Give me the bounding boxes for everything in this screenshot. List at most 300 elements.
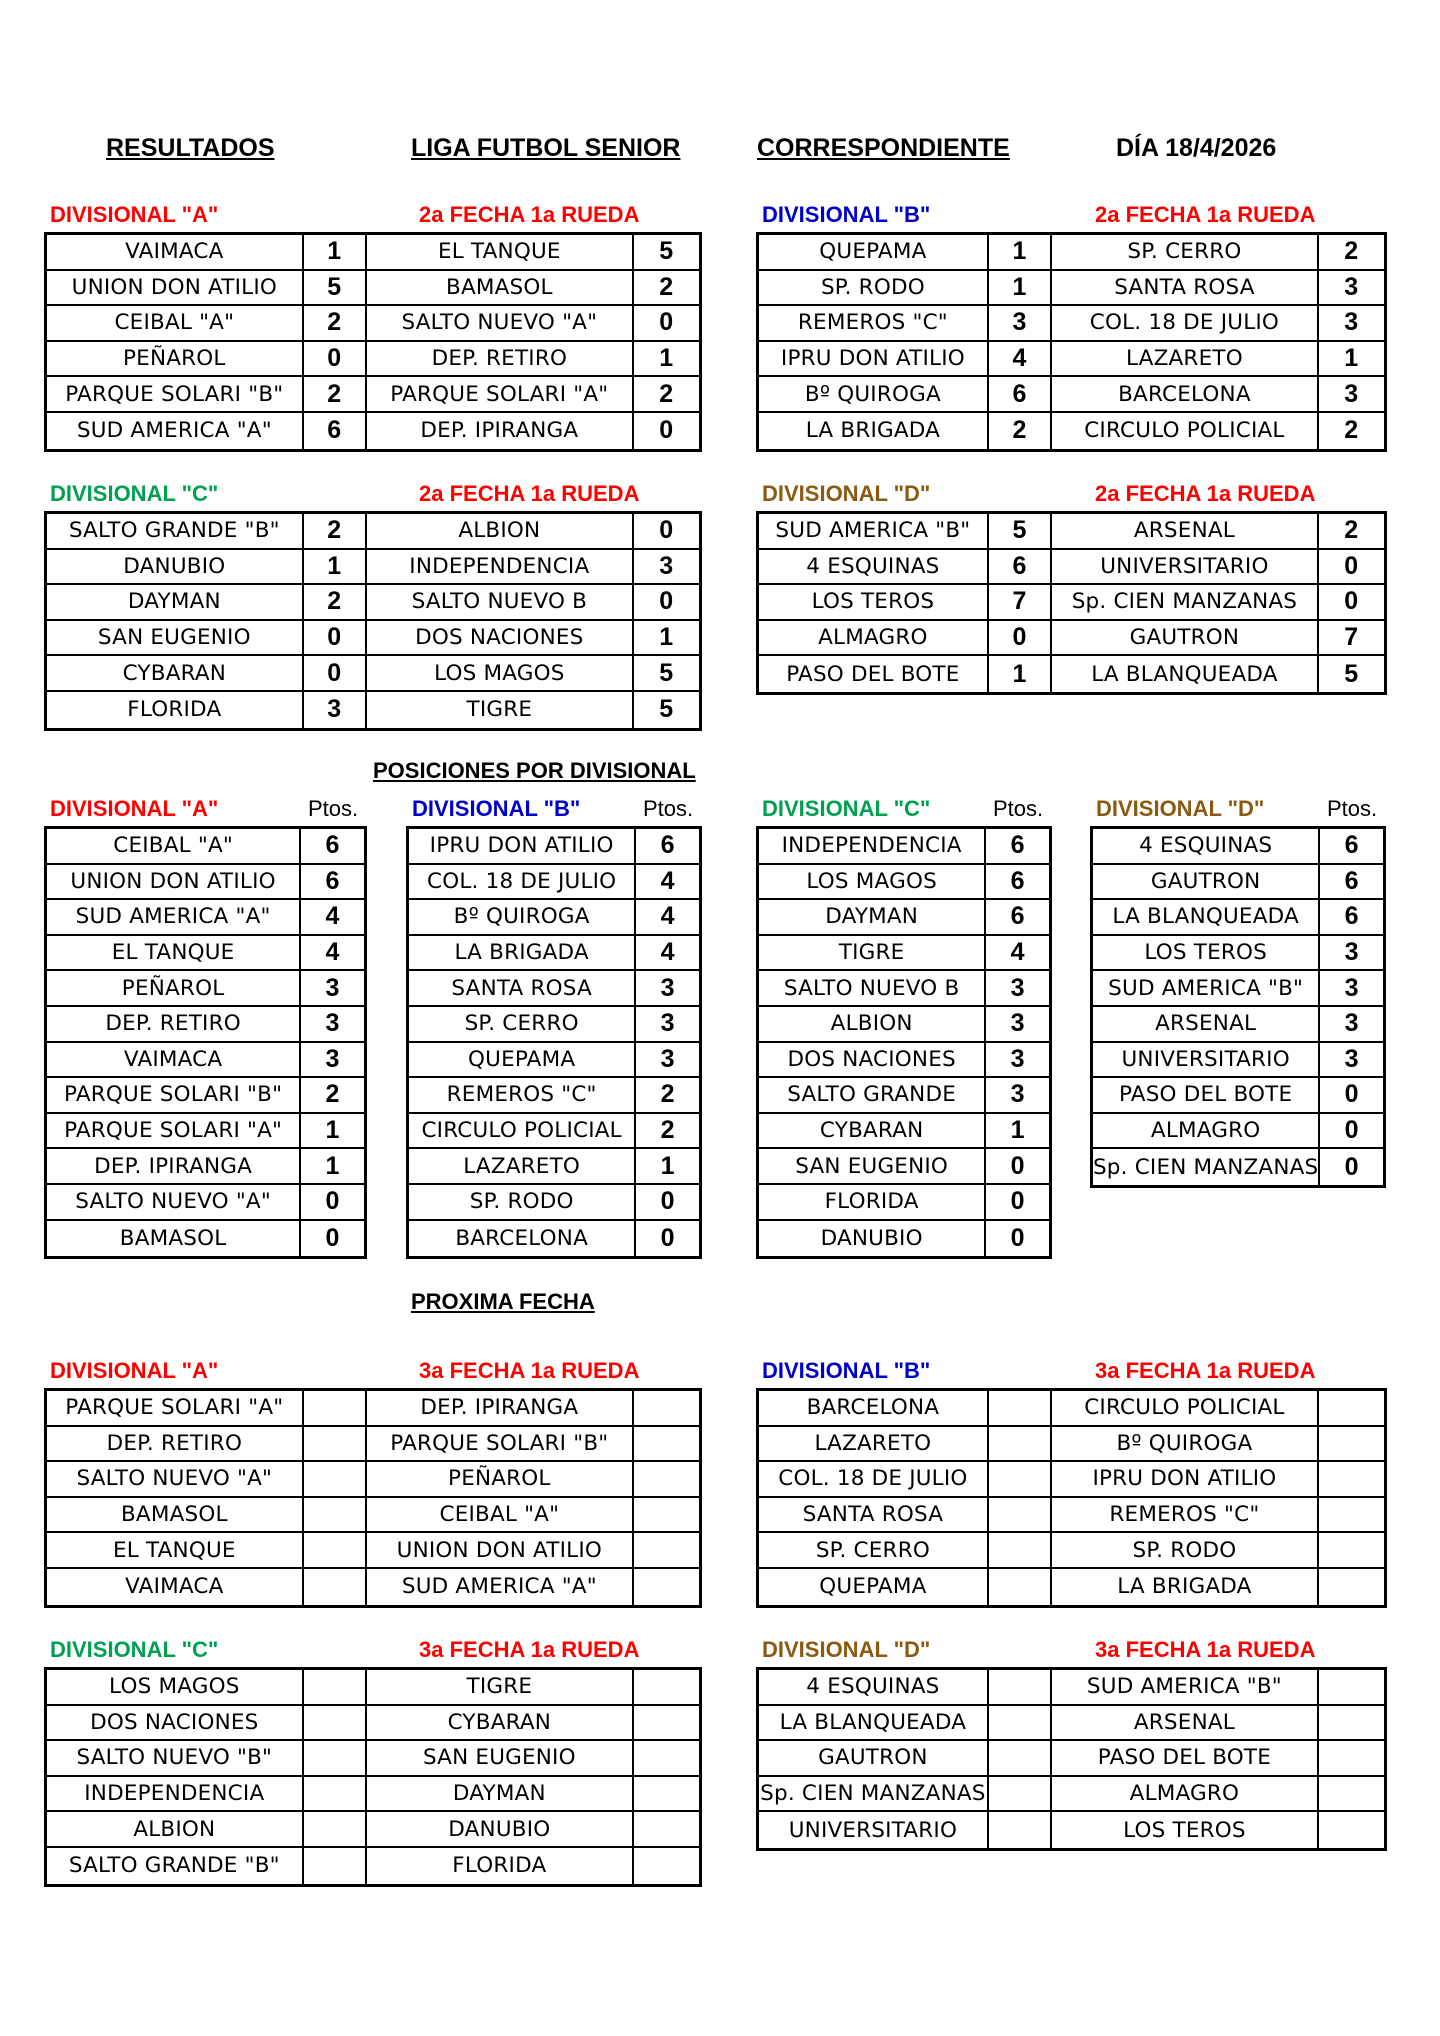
home-score — [989, 1812, 1052, 1848]
team-name: UNIVERSITARIO — [1093, 1043, 1320, 1077]
away-team: PARQUE SOLARI "A" — [367, 377, 634, 411]
team-name: PARQUE SOLARI "B" — [47, 1078, 301, 1112]
team-name: COL. 18 DE JULIO — [409, 865, 636, 899]
home-score: 7 — [989, 585, 1052, 619]
table-row — [47, 1812, 699, 1848]
next-division-label: DIVISIONAL "C" — [50, 1637, 219, 1662]
header-correspondiente: CORRESPONDIENTE — [757, 134, 1010, 162]
team-points: 3 — [325, 1044, 340, 1073]
team-name: PEÑAROL — [47, 971, 301, 1005]
away-team: PARQUE SOLARI "B" — [367, 1427, 634, 1461]
team-name: SAN EUGENIO — [759, 1149, 986, 1183]
table-row — [47, 1078, 364, 1114]
away-team: ALMAGRO — [1052, 1777, 1318, 1811]
table-row — [759, 514, 1384, 550]
table-row — [759, 1533, 1384, 1569]
points-header: Ptos. — [1327, 796, 1378, 821]
home-team: SALTO GRANDE "B" — [47, 514, 304, 548]
team-name: BARCELONA — [409, 1221, 636, 1257]
away-team: TIGRE — [367, 1670, 634, 1704]
team-points: 3 — [660, 1044, 675, 1073]
home-team: QUEPAMA — [759, 1569, 989, 1605]
team-name: Sp. CIEN MANZANAS — [1093, 1149, 1320, 1185]
home-score — [304, 1462, 367, 1496]
home-score — [304, 1706, 367, 1740]
team-name: SUD AMERICA "B" — [1093, 971, 1320, 1005]
home-score — [989, 1533, 1052, 1567]
home-team: INDEPENDENCIA — [47, 1777, 304, 1811]
table-row — [759, 1706, 1384, 1742]
away-score — [1319, 1462, 1384, 1496]
away-team: SP. CERRO — [1052, 235, 1318, 269]
away-team: LOS MAGOS — [367, 656, 634, 690]
team-name: SP. CERRO — [409, 1007, 636, 1041]
table-row — [759, 1777, 1384, 1813]
team-name: ALMAGRO — [1093, 1114, 1320, 1148]
team-name: FLORIDA — [759, 1185, 986, 1219]
results-table — [44, 511, 702, 731]
away-team: DOS NACIONES — [367, 621, 634, 655]
team-points: 6 — [325, 866, 340, 895]
team-name: ARSENAL — [1093, 1007, 1320, 1041]
table-row — [47, 271, 699, 307]
away-team: REMEROS "C" — [1052, 1498, 1318, 1532]
home-score — [304, 1741, 367, 1775]
team-points: 0 — [1344, 1116, 1359, 1145]
next-division-label: DIVISIONAL "D" — [762, 1637, 931, 1662]
points-header: Ptos. — [993, 796, 1044, 821]
table-row — [759, 585, 1384, 621]
standings-division-label: DIVISIONAL "D" — [1096, 796, 1265, 821]
team-name: SALTO GRANDE — [759, 1078, 986, 1112]
table-row — [47, 1777, 699, 1813]
next-table — [756, 1667, 1387, 1851]
table-row — [759, 936, 1049, 972]
team-name: TIGRE — [759, 936, 986, 970]
away-score: 2 — [1344, 237, 1359, 266]
table-row — [47, 1007, 364, 1043]
table-row — [47, 1569, 699, 1605]
standings-division-label: DIVISIONAL "B" — [412, 796, 581, 821]
table-row — [759, 1741, 1384, 1777]
table-row — [47, 342, 699, 378]
next-division-label: DIVISIONAL "B" — [762, 1358, 931, 1383]
table-row — [1093, 829, 1383, 865]
away-score — [1319, 1498, 1384, 1532]
table-row — [1093, 900, 1383, 936]
away-score — [634, 1498, 699, 1532]
table-row — [47, 1848, 699, 1884]
next-fecha-label: 3a FECHA 1a RUEDA — [1095, 1637, 1316, 1662]
home-team: ALMAGRO — [759, 621, 989, 655]
home-team: SALTO NUEVO "B" — [47, 1741, 304, 1775]
team-points: 0 — [660, 1187, 675, 1216]
home-score — [304, 1391, 367, 1425]
away-team: LA BLANQUEADA — [1052, 656, 1318, 692]
home-team: SANTA ROSA — [759, 1498, 989, 1532]
away-team: DAYMAN — [367, 1777, 634, 1811]
home-score: 1 — [989, 235, 1052, 269]
table-row — [409, 1185, 699, 1221]
table-row — [759, 1569, 1384, 1605]
home-team: SP. RODO — [759, 271, 989, 305]
table-row — [1093, 1114, 1383, 1150]
home-score: 3 — [304, 692, 367, 728]
team-points: 0 — [660, 1223, 675, 1252]
table-row — [1093, 1043, 1383, 1079]
away-score — [634, 1427, 699, 1461]
away-score — [634, 1848, 699, 1884]
table-row — [759, 900, 1049, 936]
away-score: 1 — [659, 623, 674, 652]
home-team: LOS MAGOS — [47, 1670, 304, 1704]
table-row — [409, 1114, 699, 1150]
away-team: CIRCULO POLICIAL — [1052, 1391, 1318, 1425]
away-team: GAUTRON — [1052, 621, 1318, 655]
home-team: BAMASOL — [47, 1498, 304, 1532]
team-name: CYBARAN — [759, 1114, 986, 1148]
away-score: 3 — [1344, 379, 1359, 408]
points-header: Ptos. — [643, 796, 694, 821]
table-row — [47, 1670, 699, 1706]
table-row — [47, 514, 699, 550]
results-table — [756, 511, 1387, 695]
table-row — [759, 621, 1384, 657]
home-score — [304, 1670, 367, 1704]
home-team: SP. CERRO — [759, 1533, 989, 1567]
home-score — [304, 1569, 367, 1605]
table-row — [409, 1078, 699, 1114]
team-points: 3 — [1344, 1009, 1359, 1038]
team-name: LAZARETO — [409, 1149, 636, 1183]
away-team: CYBARAN — [367, 1706, 634, 1740]
team-name: LOS TEROS — [1093, 936, 1320, 970]
away-team: IPRU DON ATILIO — [1052, 1462, 1318, 1496]
away-score — [634, 1462, 699, 1496]
away-team: SALTO NUEVO "A" — [367, 306, 634, 340]
away-team: FLORIDA — [367, 1848, 634, 1884]
team-name: SALTO NUEVO B — [759, 971, 986, 1005]
table-row — [409, 971, 699, 1007]
team-points: 3 — [1010, 1080, 1025, 1109]
results-division-label: DIVISIONAL "D" — [762, 481, 931, 506]
table-row — [47, 585, 699, 621]
away-team: BARCELONA — [1052, 377, 1318, 411]
results-division-label: DIVISIONAL "A" — [50, 202, 219, 227]
standings-table — [1090, 826, 1386, 1188]
away-team: INDEPENDENCIA — [367, 550, 634, 584]
table-row — [1093, 865, 1383, 901]
table-row — [759, 656, 1384, 692]
home-score: 0 — [304, 621, 367, 655]
home-score: 1 — [989, 271, 1052, 305]
away-score: 0 — [1344, 551, 1359, 580]
team-name: DEP. RETIRO — [47, 1007, 301, 1041]
next-table — [756, 1388, 1387, 1608]
team-points: 1 — [660, 1151, 675, 1180]
home-team: 4 ESQUINAS — [759, 1670, 989, 1704]
team-name: UNION DON ATILIO — [47, 865, 301, 899]
table-row — [1093, 936, 1383, 972]
team-name: EL TANQUE — [47, 936, 301, 970]
team-name: GAUTRON — [1093, 865, 1320, 899]
home-score: 6 — [989, 550, 1052, 584]
away-team: ALBION — [367, 514, 634, 548]
away-team: BAMASOL — [367, 271, 634, 305]
table-row — [409, 900, 699, 936]
team-points: 4 — [325, 938, 340, 967]
home-team: LAZARETO — [759, 1427, 989, 1461]
home-score: 1 — [304, 235, 367, 269]
away-score — [1319, 1777, 1384, 1811]
away-team: SP. RODO — [1052, 1533, 1318, 1567]
team-points: 2 — [325, 1080, 340, 1109]
team-points: 0 — [1010, 1151, 1025, 1180]
away-score — [1319, 1706, 1384, 1740]
header-dia: DÍA 18/4/2026 — [1116, 134, 1277, 162]
home-score — [989, 1427, 1052, 1461]
home-score: 5 — [304, 271, 367, 305]
team-name: DANUBIO — [759, 1221, 986, 1257]
away-team: SALTO NUEVO B — [367, 585, 634, 619]
away-score — [634, 1569, 699, 1605]
team-points: 0 — [1010, 1187, 1025, 1216]
next-table — [44, 1388, 702, 1608]
home-score — [304, 1533, 367, 1567]
table-row — [47, 829, 364, 865]
away-team: SANTA ROSA — [1052, 271, 1318, 305]
team-points: 3 — [1344, 973, 1359, 1002]
home-team: LA BRIGADA — [759, 413, 989, 449]
table-row — [409, 1007, 699, 1043]
table-row — [47, 1221, 364, 1257]
home-team: Bº QUIROGA — [759, 377, 989, 411]
away-team: SUD AMERICA "A" — [367, 1569, 634, 1605]
home-team: GAUTRON — [759, 1741, 989, 1775]
table-row — [759, 1043, 1049, 1079]
home-team: 4 ESQUINAS — [759, 550, 989, 584]
table-row — [47, 865, 364, 901]
away-score — [634, 1812, 699, 1846]
away-score — [634, 1706, 699, 1740]
away-score: 3 — [659, 551, 674, 580]
team-points: 3 — [325, 1009, 340, 1038]
team-name: REMEROS "C" — [409, 1078, 636, 1112]
team-name: PARQUE SOLARI "A" — [47, 1114, 301, 1148]
home-score — [304, 1427, 367, 1461]
home-team: IPRU DON ATILIO — [759, 342, 989, 376]
home-team: FLORIDA — [47, 692, 304, 728]
home-team: PASO DEL BOTE — [759, 656, 989, 692]
away-team: DEP. IPIRANGA — [367, 413, 634, 449]
home-score: 2 — [304, 585, 367, 619]
table-row — [409, 936, 699, 972]
home-score: 0 — [304, 656, 367, 690]
team-points: 3 — [325, 973, 340, 1002]
home-score: 5 — [989, 514, 1052, 548]
team-points: 3 — [1010, 1009, 1025, 1038]
team-name: ALBION — [759, 1007, 986, 1041]
away-team: SAN EUGENIO — [367, 1741, 634, 1775]
away-score: 0 — [659, 308, 674, 337]
team-name: CEIBAL "A" — [47, 829, 301, 863]
team-points: 4 — [660, 902, 675, 931]
team-points: 4 — [1010, 938, 1025, 967]
home-score: 1 — [989, 656, 1052, 692]
table-row — [47, 1706, 699, 1742]
table-row — [759, 1462, 1384, 1498]
team-name: QUEPAMA — [409, 1043, 636, 1077]
team-name: INDEPENDENCIA — [759, 829, 986, 863]
table-row — [1093, 1007, 1383, 1043]
table-row — [759, 1427, 1384, 1463]
away-team: LOS TEROS — [1052, 1812, 1318, 1848]
table-row — [1093, 1149, 1383, 1185]
team-name: SUD AMERICA "A" — [47, 900, 301, 934]
away-team: Bº QUIROGA — [1052, 1427, 1318, 1461]
home-team: PARQUE SOLARI "B" — [47, 377, 304, 411]
home-team: REMEROS "C" — [759, 306, 989, 340]
table-row — [759, 271, 1384, 307]
team-name: Bº QUIROGA — [409, 900, 636, 934]
team-points: 2 — [660, 1116, 675, 1145]
home-team: VAIMACA — [47, 1569, 304, 1605]
home-team: DANUBIO — [47, 550, 304, 584]
home-team: ALBION — [47, 1812, 304, 1846]
home-score — [304, 1812, 367, 1846]
table-row — [47, 1533, 699, 1569]
table-row — [759, 1078, 1049, 1114]
standings-title: POSICIONES POR DIVISIONAL — [373, 758, 696, 783]
table-row — [759, 1812, 1384, 1848]
team-name: VAIMACA — [47, 1043, 301, 1077]
home-score: 0 — [989, 621, 1052, 655]
away-team: PEÑAROL — [367, 1462, 634, 1496]
results-fecha-label: 2a FECHA 1a RUEDA — [419, 481, 640, 506]
home-team: SALTO NUEVO "A" — [47, 1462, 304, 1496]
team-name: CIRCULO POLICIAL — [409, 1114, 636, 1148]
away-score — [634, 1670, 699, 1704]
away-score: 2 — [1344, 516, 1359, 545]
home-team: SUD AMERICA "A" — [47, 413, 304, 449]
table-row — [759, 1185, 1049, 1221]
team-points: 0 — [325, 1223, 340, 1252]
table-row — [409, 1221, 699, 1257]
away-score: 0 — [659, 416, 674, 445]
home-score — [989, 1706, 1052, 1740]
home-score: 1 — [304, 550, 367, 584]
standings-division-label: DIVISIONAL "C" — [762, 796, 931, 821]
table-row — [47, 235, 699, 271]
team-points: 6 — [1010, 866, 1025, 895]
home-score — [304, 1848, 367, 1884]
away-team: CEIBAL "A" — [367, 1498, 634, 1532]
team-name: LOS MAGOS — [759, 865, 986, 899]
table-row — [1093, 1078, 1383, 1114]
table-row — [47, 1391, 699, 1427]
home-team: UNION DON ATILIO — [47, 271, 304, 305]
home-score — [989, 1569, 1052, 1605]
table-row — [47, 692, 699, 728]
home-score: 2 — [304, 306, 367, 340]
team-points: 0 — [1344, 1080, 1359, 1109]
table-row — [759, 1007, 1049, 1043]
home-team: VAIMACA — [47, 235, 304, 269]
away-team: TIGRE — [367, 692, 634, 728]
home-score: 3 — [989, 306, 1052, 340]
away-score: 1 — [659, 344, 674, 373]
table-row — [47, 1185, 364, 1221]
away-score: 5 — [659, 237, 674, 266]
team-points: 4 — [325, 902, 340, 931]
away-score: 2 — [1344, 416, 1359, 445]
home-team: SUD AMERICA "B" — [759, 514, 989, 548]
table-row — [759, 1149, 1049, 1185]
away-team: DEP. IPIRANGA — [367, 1391, 634, 1425]
away-score: 0 — [659, 587, 674, 616]
team-points: 0 — [1010, 1223, 1025, 1252]
table-row — [47, 550, 699, 586]
table-row — [409, 865, 699, 901]
table-row — [759, 1670, 1384, 1706]
home-team: EL TANQUE — [47, 1533, 304, 1567]
home-score: 2 — [989, 413, 1052, 449]
home-score — [989, 1462, 1052, 1496]
header-liga: LIGA FUTBOL SENIOR — [411, 134, 681, 162]
points-header: Ptos. — [308, 796, 359, 821]
team-name: SANTA ROSA — [409, 971, 636, 1005]
table-row — [759, 1114, 1049, 1150]
home-team: CEIBAL "A" — [47, 306, 304, 340]
away-team: UNIVERSITARIO — [1052, 550, 1318, 584]
home-score — [989, 1391, 1052, 1425]
table-row — [759, 1391, 1384, 1427]
away-score: 1 — [1344, 344, 1359, 373]
home-team: SALTO GRANDE "B" — [47, 1848, 304, 1884]
table-row — [409, 829, 699, 865]
table-row — [47, 1149, 364, 1185]
away-score — [1319, 1812, 1384, 1848]
table-row — [47, 1427, 699, 1463]
next-table — [44, 1667, 702, 1887]
home-score: 2 — [304, 377, 367, 411]
home-score — [989, 1498, 1052, 1532]
table-row — [47, 413, 699, 449]
away-score — [634, 1533, 699, 1567]
next-division-label: DIVISIONAL "A" — [50, 1358, 219, 1383]
table-row — [759, 1221, 1049, 1257]
next-fecha-label: 3a FECHA 1a RUEDA — [419, 1358, 640, 1383]
away-score: 5 — [659, 658, 674, 687]
away-team: CIRCULO POLICIAL — [1052, 413, 1318, 449]
away-team: ARSENAL — [1052, 1706, 1318, 1740]
home-team: PARQUE SOLARI "A" — [47, 1391, 304, 1425]
table-row — [759, 377, 1384, 413]
table-row — [47, 971, 364, 1007]
away-score: 0 — [1344, 587, 1359, 616]
team-points: 6 — [325, 831, 340, 860]
team-points: 3 — [660, 973, 675, 1002]
results-fecha-label: 2a FECHA 1a RUEDA — [1095, 202, 1316, 227]
team-name: 4 ESQUINAS — [1093, 829, 1320, 863]
team-points: 6 — [1344, 866, 1359, 895]
away-team: PASO DEL BOTE — [1052, 1741, 1318, 1775]
away-team: LA BRIGADA — [1052, 1569, 1318, 1605]
home-team: Sp. CIEN MANZANAS — [759, 1777, 989, 1811]
away-score: 7 — [1344, 623, 1359, 652]
team-points: 6 — [1344, 902, 1359, 931]
team-points: 6 — [1010, 831, 1025, 860]
